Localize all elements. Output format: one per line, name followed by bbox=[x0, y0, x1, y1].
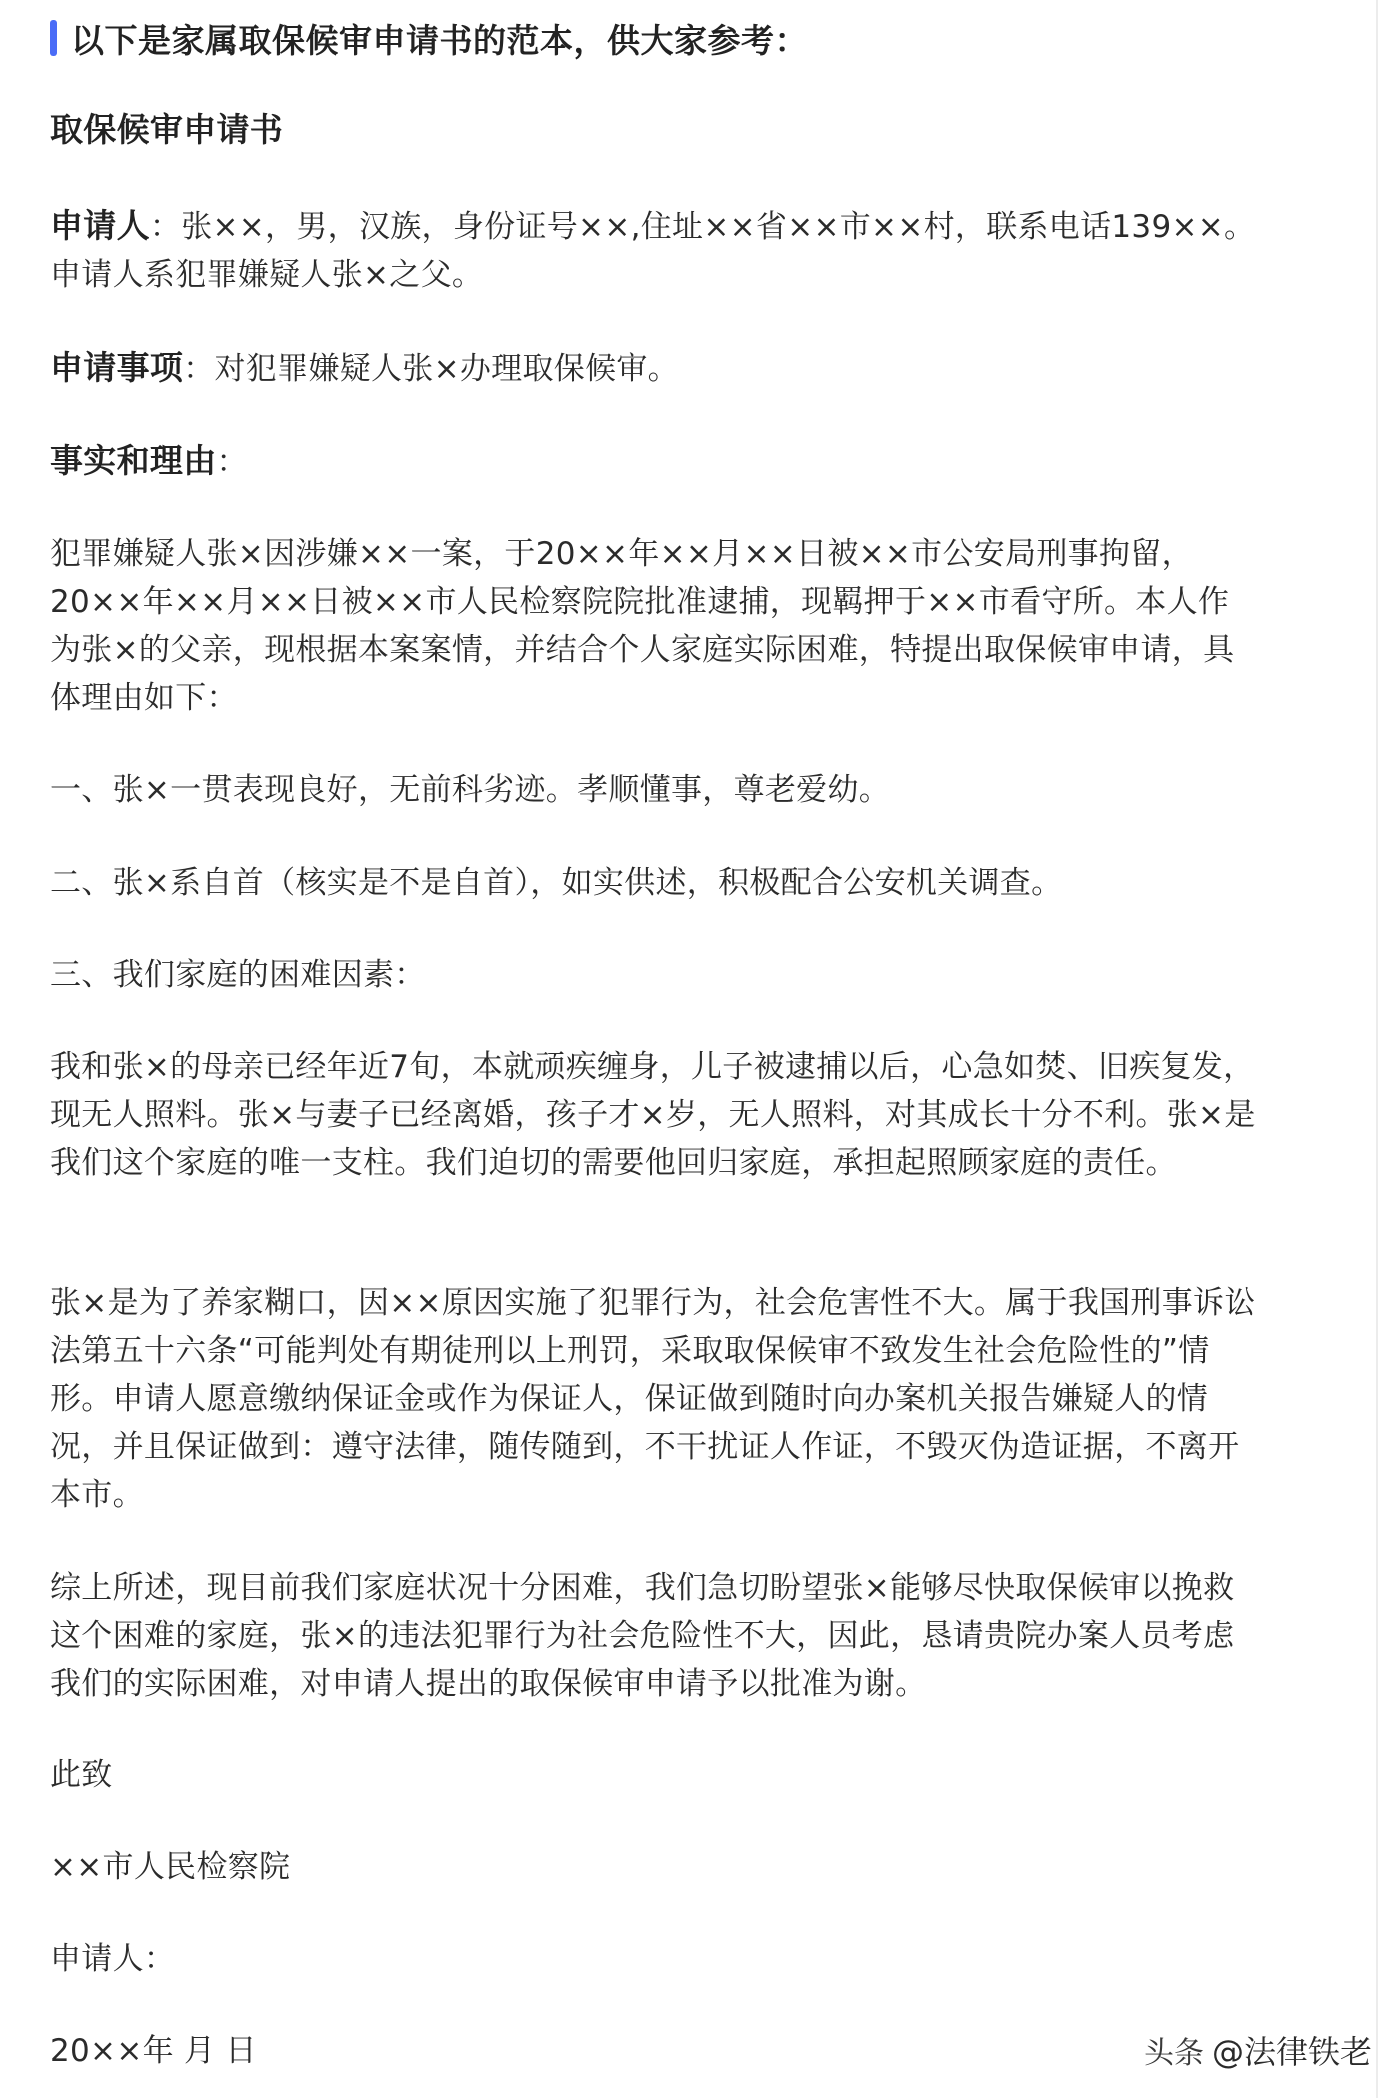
closing-recipient: ××市人民检察院 bbox=[50, 1849, 291, 1885]
paragraph-background: 犯罪嫌疑人张×因涉嫌××一案，于20××年××月××日被××市公安局刑事拘留，20××年××月××日被××市人民检察院院批准逮捕，现羁押于××市看守所。本人作为张×的父亲，现根据本案案情，并结合个人家庭实际困难，特提出取保候审申请，具体理由如下： bbox=[50, 536, 1235, 716]
matter-label: 申请事项 bbox=[50, 348, 184, 387]
conclusion-paragraph: 综上所述，现目前我们家庭状况十分困难，我们急切盼望张×能够尽快取保候审以挽救这个困难的家庭，张×的违法犯罪行为社会危险性不大，因此，恳请贵院办案人员考虑我们的实际困难，对申请人提出的取保候审申请予以批准为谢。 bbox=[50, 1570, 1235, 1702]
matter-paragraph bbox=[50, 344, 1260, 393]
source-watermark bbox=[1144, 2025, 1372, 2075]
author-handle: @法律铁老 bbox=[1211, 2033, 1372, 2071]
matter-text: ：对犯罪嫌疑人张×办理取保候审。 bbox=[183, 351, 679, 387]
applicant-label: 申请人 bbox=[50, 206, 150, 245]
facts-colon: ： bbox=[216, 444, 248, 480]
toutiao-logo: 头条 bbox=[1143, 2036, 1204, 2071]
intro-heading bbox=[50, 16, 808, 60]
intro-heading-text: 以下是家属取保候审申请书的范本，供大家参考： bbox=[71, 20, 808, 60]
reason-two: 二、张×系自首（核实是不是自首），如实供述，积极配合公安机关调查。 bbox=[50, 865, 1063, 901]
applicant-paragraph bbox=[50, 202, 1260, 299]
closing-salutation: 此致 bbox=[50, 1757, 113, 1793]
closing-date: 20××年 月 日 bbox=[50, 2033, 257, 2069]
document-title: 取保候审申请书 bbox=[50, 110, 284, 149]
facts-label: 事实和理由 bbox=[50, 441, 217, 480]
reason-three: 三、我们家庭的困难因素： bbox=[50, 957, 426, 993]
legal-basis-paragraph: 张×是为了养家糊口，因××原因实施了犯罪行为，社会危害性不大。属于我国刑事诉讼法第五十六条“可能判处有期徒刑以上刑罚，采取取保候审不致发生社会危险性的”情形。申请人愿意缴纳保证金或作为保证人，保证做到随时向办案机关报告嫌疑人的情况，并且保证做到：遵守法律，随传随到，不干扰证人作证，不毁灭伪造证据，不离开本市。 bbox=[50, 1285, 1256, 1513]
family-difficulty-paragraph: 我和张×的母亲已经年近7旬，本就顽疾缠身，儿子被逮捕以后，心急如焚、旧疾复发，现无人照料。张×与妻子已经离婚，孩子才×岁，无人照料，对其成长十分不利。张×是我们这个家庭的唯一支柱。我们迫切的需要他回归家庭，承担起照顾家庭的责任。 bbox=[50, 1049, 1256, 1181]
reason-one: 一、张×一贯表现良好，无前科劣迹。孝顺懂事，尊老爱幼。 bbox=[50, 772, 891, 808]
closing-signer: 申请人： bbox=[50, 1941, 176, 1977]
facts-heading bbox=[50, 437, 1260, 486]
applicant-text: ：张××，男，汉族，身份证号××,住址××省××市××村，联系电话139××。申请人系犯罪嫌疑人张×之父。 bbox=[50, 209, 1256, 293]
heading-accent-bar bbox=[50, 20, 57, 56]
page-right-border bbox=[1376, 0, 1378, 2098]
